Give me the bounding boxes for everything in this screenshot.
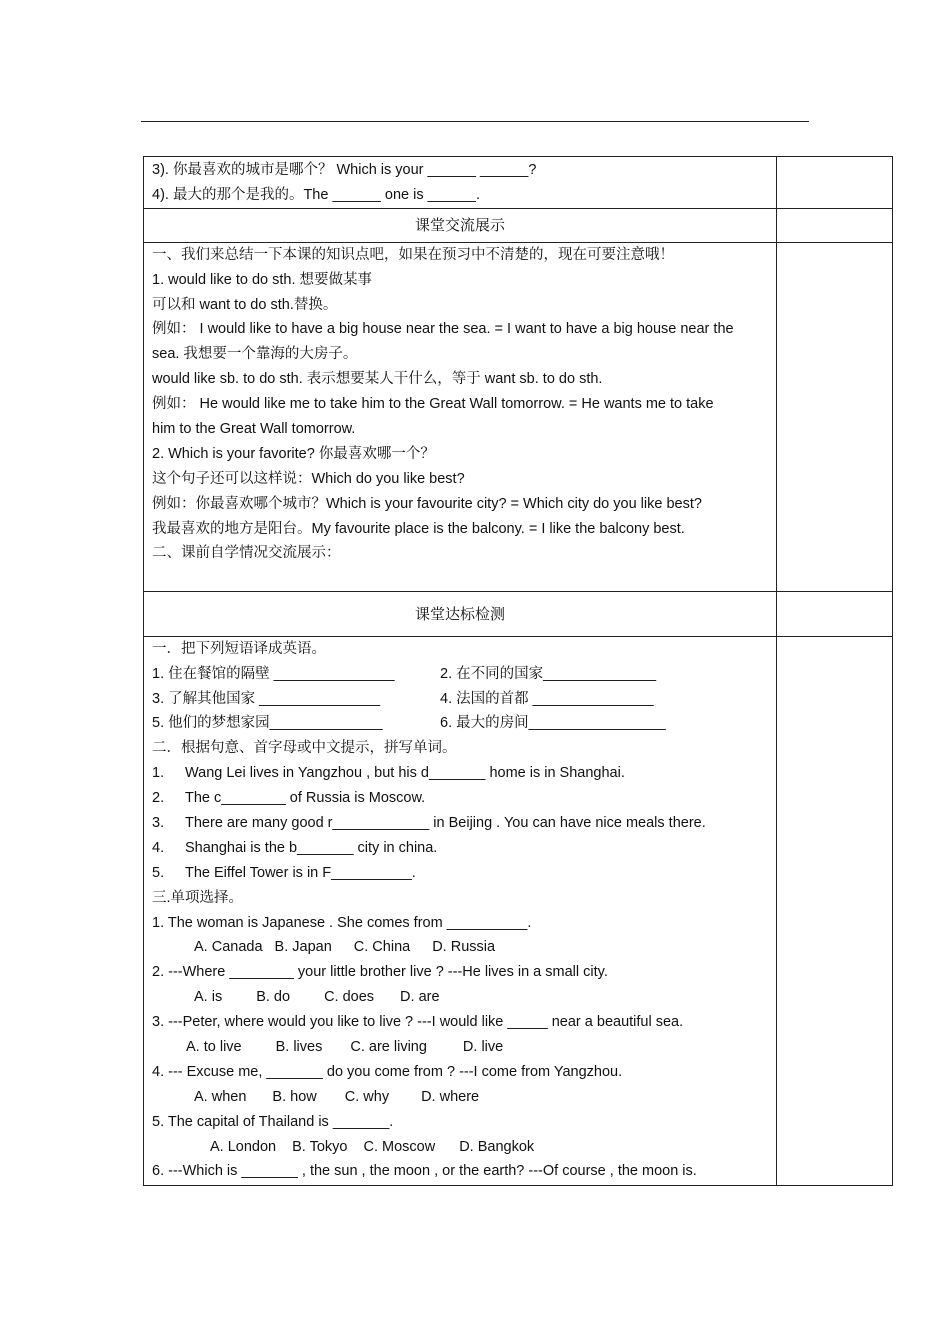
part3-title: 三.单项选择。 xyxy=(152,889,244,906)
summary-cell xyxy=(144,242,777,591)
header-rule xyxy=(141,121,809,122)
translate-row xyxy=(144,711,776,736)
summary-line: 例如： He would like me to take him to the Great Wall tomorrow. = He wants me to take xyxy=(152,396,714,413)
row-prep-questions xyxy=(144,157,893,209)
choice-option: D. Bangkok xyxy=(459,1138,535,1155)
worksheet-table xyxy=(143,156,893,1186)
item-text: The c________ of Russia is Moscow. xyxy=(185,790,426,807)
choice-option: D. where xyxy=(421,1088,480,1105)
item-number: 3. xyxy=(152,815,165,832)
choice-option: B. lives xyxy=(275,1039,323,1056)
choice-option: C. are living xyxy=(350,1039,427,1056)
item-text: Shanghai is the b_______ city in china. xyxy=(185,839,438,856)
spelling-item xyxy=(144,861,776,886)
summary-line: would like sb. to do sth. 表示想要某人干什么，等于 want sb. to do sth. xyxy=(152,371,603,388)
choice-option: B. how xyxy=(272,1088,317,1105)
part2-title: 二．根据句意、首字母或中文提示，拼写单词。 xyxy=(152,740,457,757)
translate-item: 1. 住在餐馆的隔壁 _______________ xyxy=(152,665,395,682)
choice-question: 4. --- Excuse me, _______ do you come from ? ---I come from Yangzhou. xyxy=(152,1063,623,1080)
choice-question: 2. ---Where ________ your little brother live ? ---He lives in a small city. xyxy=(152,964,608,981)
summary-line: 二、课前自学情况交流展示： xyxy=(152,545,341,562)
summary-line: sea. 我想要一个靠海的大房子。 xyxy=(152,346,358,363)
translate-item: 5. 他们的梦想家园______________ xyxy=(152,715,383,732)
section-title-exchange: 课堂交流展示 xyxy=(144,208,777,242)
choice-options xyxy=(144,1035,776,1060)
notes-column-cell xyxy=(777,636,893,1185)
choice-question: 6. ---Which is _______ , the sun , the moon , or the earth? ---Of course , the moon is. xyxy=(152,1163,697,1180)
notes-column-cell xyxy=(777,157,893,209)
item-text: The Eiffel Tower is in F__________. xyxy=(185,864,416,881)
section-title-test: 课堂达标检测 xyxy=(144,591,777,636)
item-number: 5. xyxy=(152,864,165,881)
spelling-item xyxy=(144,761,776,786)
spelling-item xyxy=(144,786,776,811)
summary-line: 一、我们来总结一下本课的知识点吧，如果在预习中不清楚的，现在可要注意哦！ xyxy=(152,246,674,263)
choice-question: 3. ---Peter, where would you like to live ? ---I would like _____ near a beautiful sea. xyxy=(152,1014,684,1031)
translate-row xyxy=(144,662,776,687)
translate-row xyxy=(144,687,776,712)
summary-line: him to the Great Wall tomorrow. xyxy=(152,421,356,438)
item-text: Wang Lei lives in Yangzhou , but his d_______ home is in Shanghai. xyxy=(185,765,625,782)
choice-options xyxy=(144,985,776,1010)
row-test-title xyxy=(144,591,893,636)
choice-option: A. to live xyxy=(186,1039,242,1056)
choice-option: D. Russia xyxy=(432,939,496,956)
choice-option: A. when xyxy=(194,1088,247,1105)
summary-line: 例如： I would like to have a big house near the sea. = I want to have a big house near the xyxy=(152,321,734,338)
choice-question: 5. The capital of Thailand is _______. xyxy=(152,1113,394,1130)
summary-line: 可以和 want to do sth.替换。 xyxy=(152,296,338,313)
choice-option: D. are xyxy=(400,989,440,1006)
choice-option: D. live xyxy=(462,1039,504,1056)
item-number: 1. xyxy=(152,765,165,782)
summary-line: 这个句子还可以这样说：Which do you like best? xyxy=(152,470,465,487)
spelling-rows xyxy=(144,761,776,885)
summary-line: 例如：你最喜欢哪个城市？Which is your favourite city? = Which city do you like best? xyxy=(152,495,702,512)
spelling-item xyxy=(144,811,776,836)
choice-rows xyxy=(144,911,776,1185)
choice-question: 1. The woman is Japanese . She comes from __________. xyxy=(152,914,532,931)
choice-options xyxy=(144,1085,776,1110)
item-number: 2. xyxy=(152,790,165,807)
translate-item: 2. 在不同的国家______________ xyxy=(440,665,657,682)
translate-item: 3. 了解其他国家 _______________ xyxy=(152,690,381,707)
item-number: 4. xyxy=(152,839,165,856)
translate-rows xyxy=(144,662,776,737)
prep-question-3: 3). 你最喜欢的城市是哪个？ Which is your ______ ______? xyxy=(152,162,537,178)
notes-column-cell xyxy=(777,591,893,636)
choice-option: B. Tokyo xyxy=(292,1138,348,1155)
item-text: There are many good r____________ in Beijing . You can have nice meals there. xyxy=(185,815,706,832)
summary-line: 我最喜欢的地方是阳台。My favourite place is the balcony. = I like the balcony best. xyxy=(152,520,685,537)
part1-title: 一．把下列短语译成英语。 xyxy=(152,640,326,657)
choice-option: B. Japan xyxy=(274,939,332,956)
row-summary xyxy=(144,242,893,591)
summary-line: 1. would like to do sth. 想要做某事 xyxy=(152,271,372,288)
translate-item: 4. 法国的首都 _______________ xyxy=(440,690,654,707)
summary-line: 2. Which is your favorite? 你最喜欢哪一个？ xyxy=(152,445,435,462)
choice-option: A. Canada xyxy=(194,939,263,956)
summary-lines xyxy=(144,243,776,567)
notes-column-cell xyxy=(777,242,893,591)
row-exchange-title xyxy=(144,208,893,242)
choice-option: C. does xyxy=(324,989,375,1006)
translate-item: 6. 最大的房间_________________ xyxy=(440,715,666,732)
choice-option: C. why xyxy=(344,1088,390,1105)
choice-option: C. China xyxy=(353,939,411,956)
choice-options xyxy=(144,935,776,960)
choice-option: B. do xyxy=(256,989,291,1006)
spelling-item xyxy=(144,836,776,861)
notes-column-cell xyxy=(777,208,893,242)
test-cell xyxy=(144,636,777,1185)
choice-options xyxy=(144,1135,776,1160)
prep-question-4: 4). 最大的那个是我的。The ______ one is ______. xyxy=(152,186,481,203)
row-test xyxy=(144,636,893,1185)
choice-option: C. Moscow xyxy=(363,1138,436,1155)
prep-questions-cell xyxy=(144,157,777,209)
choice-option: A. London xyxy=(210,1138,277,1155)
choice-option: A. is xyxy=(194,989,223,1006)
